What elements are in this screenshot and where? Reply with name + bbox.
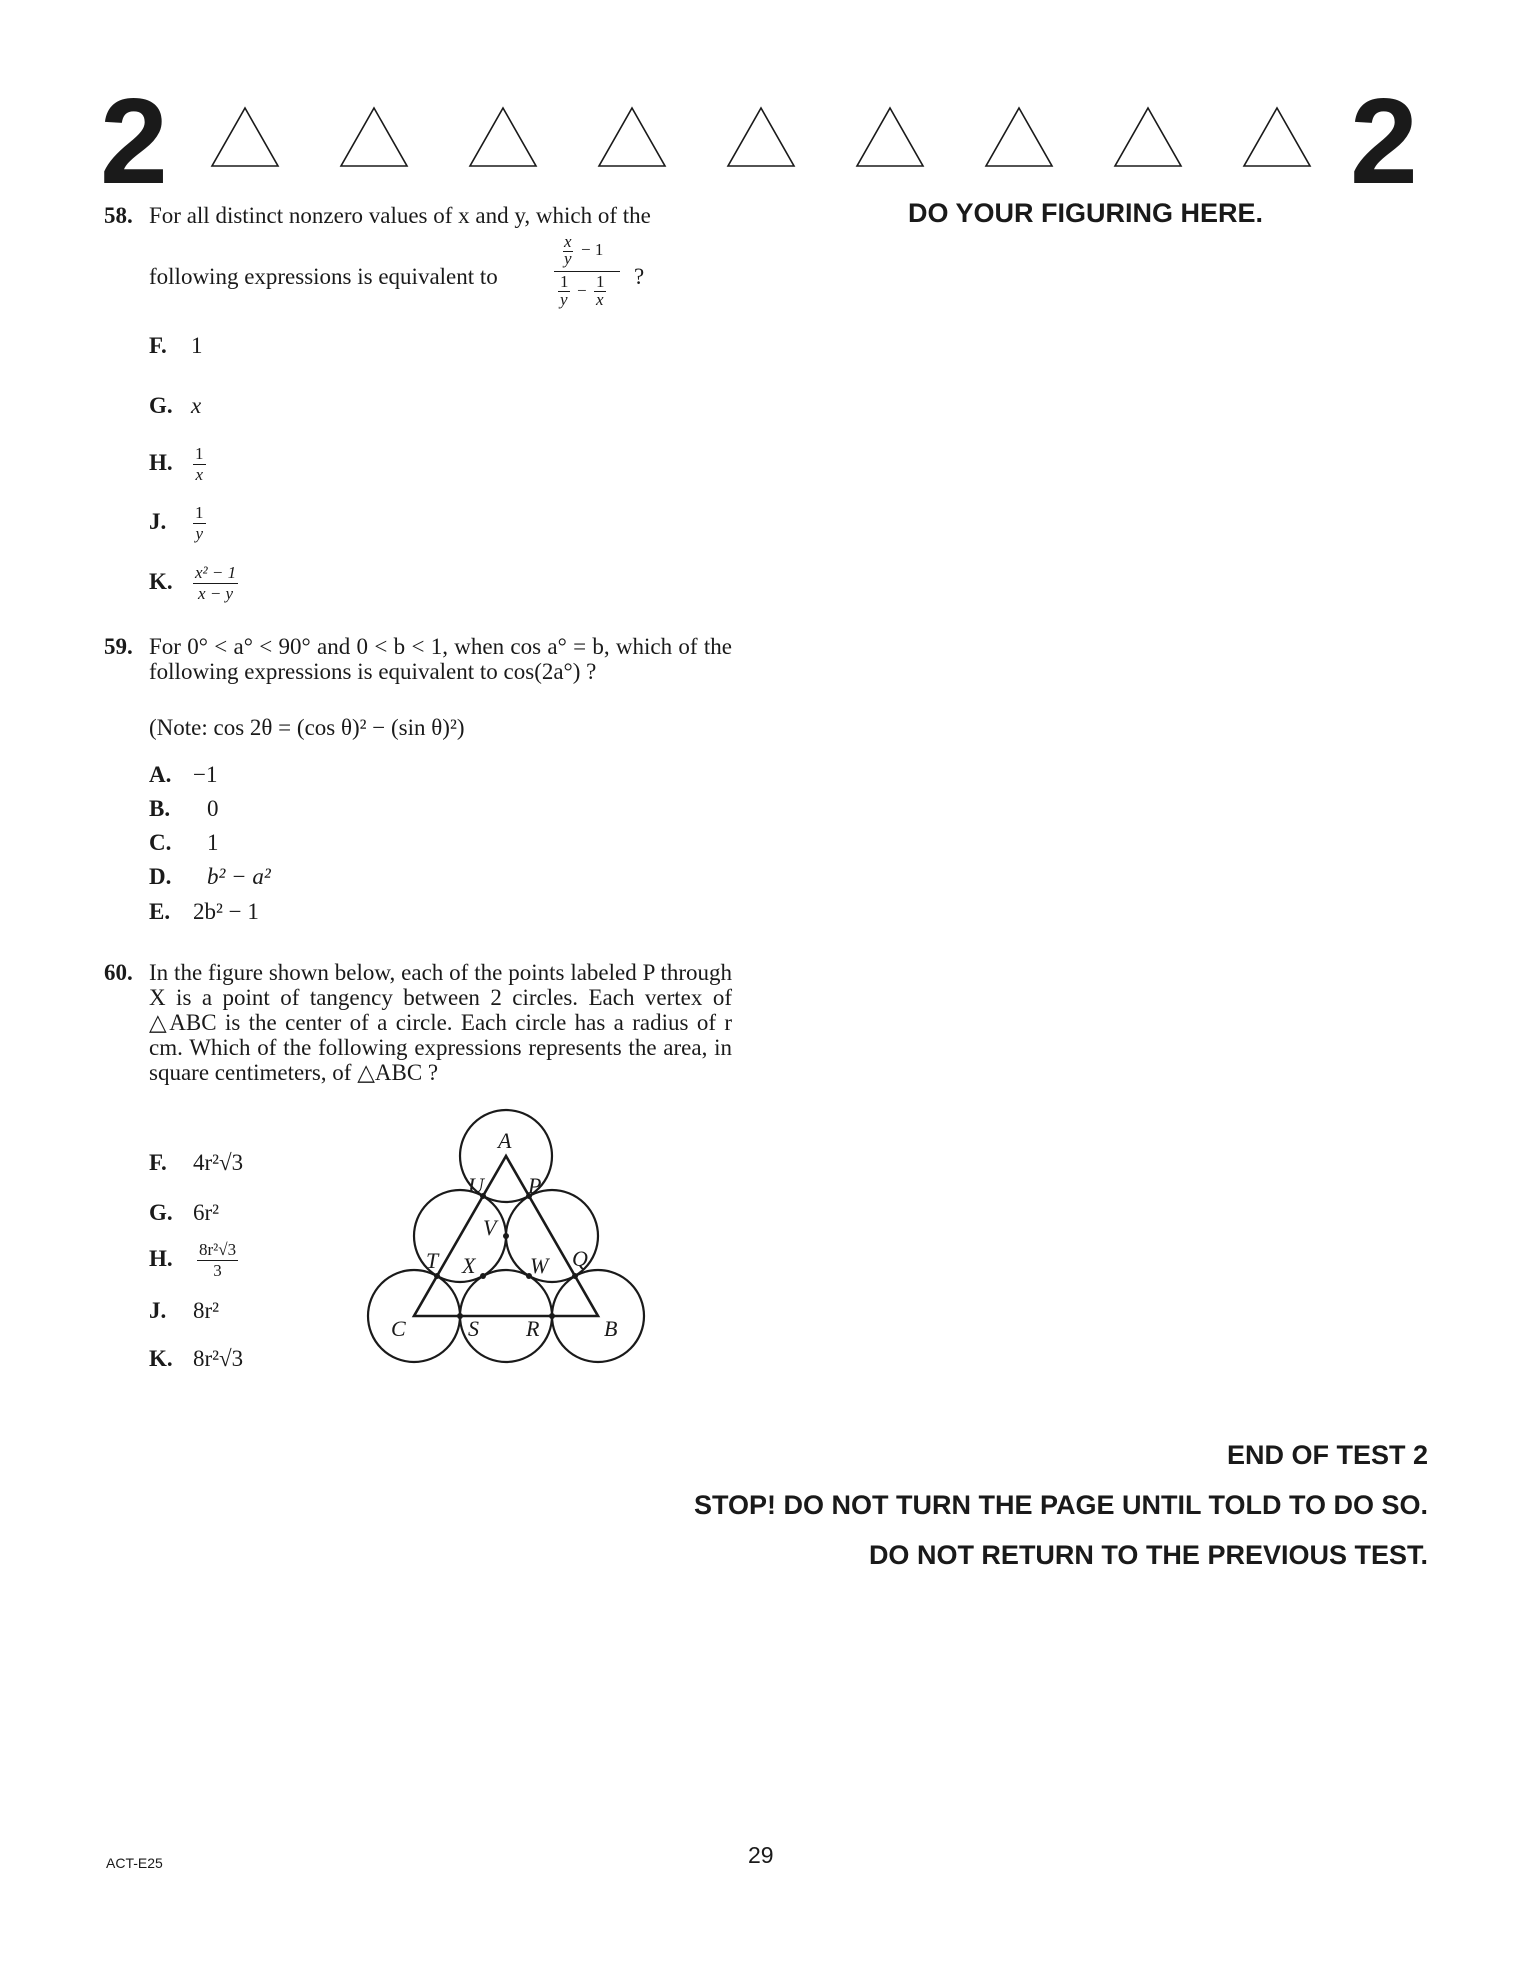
question-number: 58. bbox=[104, 203, 133, 228]
option-label: D. bbox=[149, 864, 172, 889]
form-code: ACT-E25 bbox=[106, 1855, 163, 1871]
question-text: For 0° < a° < 90° and 0 < b < 1, when cos a° = b, which of the following expressions is equivalent to cos(2a°) ? bbox=[149, 634, 732, 684]
option-value: 1 bbox=[191, 333, 203, 358]
fraction-denominator: 3 bbox=[213, 1261, 222, 1280]
end-of-test-line: END OF TEST 2 bbox=[1226, 1440, 1428, 1470]
label-a: A bbox=[498, 1128, 512, 1153]
option-d[interactable] bbox=[149, 864, 271, 890]
option-f[interactable] bbox=[149, 1150, 243, 1176]
option-f[interactable] bbox=[149, 333, 203, 359]
option-label: H. bbox=[149, 1245, 173, 1271]
fraction-numerator: 8r²√3 bbox=[199, 1240, 237, 1259]
triangle-icon bbox=[855, 106, 925, 168]
option-value: 8r²√3 bbox=[193, 1346, 244, 1371]
label-q: Q bbox=[572, 1246, 588, 1271]
option-value: 4r²√3 bbox=[193, 1150, 244, 1175]
triangle-icon bbox=[1242, 106, 1312, 168]
fraction-numerator: 1 bbox=[195, 503, 204, 522]
option-label: H. bbox=[149, 449, 173, 475]
option-label: G. bbox=[149, 393, 173, 418]
question-text: In the figure shown below, each of the points labeled P through X is a point of tangency between 2 circles. Each vertex of △ABC is the center of a circle. Each circle has a radius of r cm. Which of the following expressions represents the area, in square centimeters, of △ABC ? bbox=[149, 960, 732, 1085]
question-number: 60. bbox=[104, 960, 133, 985]
point-t bbox=[434, 1273, 440, 1279]
fraction-denominator: x bbox=[195, 465, 204, 484]
point-x bbox=[480, 1273, 486, 1279]
option-g[interactable] bbox=[149, 1200, 219, 1226]
point-r bbox=[549, 1313, 555, 1319]
fraction-numerator: 1 bbox=[195, 444, 204, 463]
label-s: S bbox=[468, 1316, 479, 1341]
option-value: −1 bbox=[193, 762, 218, 787]
label-x: X bbox=[462, 1253, 476, 1278]
question-note: (Note: cos 2θ = (cos θ)² − (sin θ)²) bbox=[149, 715, 465, 740]
stop-notice-line: STOP! DO NOT TURN THE PAGE UNTIL TOLD TO DO SO. bbox=[693, 1490, 1428, 1520]
option-label: G. bbox=[149, 1200, 173, 1225]
option-label: J. bbox=[149, 508, 167, 534]
option-e[interactable] bbox=[149, 899, 259, 925]
fraction-denominator: y bbox=[195, 524, 204, 543]
option-label: F. bbox=[149, 333, 167, 358]
label-u: U bbox=[468, 1173, 484, 1198]
option-label: E. bbox=[149, 899, 171, 924]
fraction-numerator: x² − 1 bbox=[195, 563, 237, 582]
question-text-line2: following expressions is equivalent to bbox=[149, 264, 498, 289]
option-value: 8r² bbox=[193, 1298, 220, 1323]
option-label: K. bbox=[149, 1346, 173, 1371]
fraction-denominator: x − y bbox=[198, 584, 234, 603]
label-t: T bbox=[426, 1248, 439, 1273]
option-h[interactable] bbox=[149, 444, 206, 485]
label-c: C bbox=[391, 1316, 406, 1341]
option-b[interactable] bbox=[149, 796, 219, 822]
triangle-icon bbox=[597, 106, 667, 168]
label-r: R bbox=[526, 1316, 540, 1341]
option-label: J. bbox=[149, 1298, 167, 1323]
option-j[interactable] bbox=[149, 503, 206, 544]
question-text-line1: For all distinct nonzero values of x and y, which of the bbox=[149, 203, 651, 228]
option-k[interactable] bbox=[149, 563, 238, 604]
do-not-return-line: DO NOT RETURN TO THE PREVIOUS TEST. bbox=[868, 1540, 1428, 1570]
option-value: 1 bbox=[207, 830, 219, 855]
point-s bbox=[457, 1313, 463, 1319]
option-value: 0 bbox=[207, 796, 219, 821]
label-b: B bbox=[604, 1316, 618, 1341]
question-number: 59. bbox=[104, 634, 133, 659]
label-p: P bbox=[528, 1173, 542, 1198]
triangle-icon bbox=[468, 106, 538, 168]
option-value: b² − a² bbox=[207, 864, 271, 889]
option-label: K. bbox=[149, 568, 173, 594]
section-number-right: 2 bbox=[1350, 73, 1414, 209]
option-k[interactable] bbox=[149, 1346, 243, 1372]
tangent-circles-figure bbox=[360, 1105, 660, 1375]
figuring-label: DO YOUR FIGURING HERE. bbox=[908, 198, 1264, 228]
option-j[interactable] bbox=[149, 1298, 219, 1324]
option-value: 2b² − 1 bbox=[193, 899, 259, 924]
option-g[interactable] bbox=[149, 393, 201, 419]
option-value: x bbox=[191, 393, 202, 418]
option-label: C. bbox=[149, 830, 172, 855]
triangle-icon bbox=[210, 106, 280, 168]
option-label: F. bbox=[149, 1150, 167, 1175]
label-v: V bbox=[483, 1215, 497, 1240]
option-c[interactable] bbox=[149, 830, 219, 856]
label-w: W bbox=[530, 1253, 549, 1278]
option-h[interactable] bbox=[149, 1240, 238, 1281]
triangle-icon bbox=[984, 106, 1054, 168]
option-a[interactable] bbox=[149, 762, 217, 788]
option-label: A. bbox=[149, 762, 172, 787]
section-number-left: 2 bbox=[100, 73, 164, 209]
triangle-icon bbox=[726, 106, 796, 168]
triangle-icon bbox=[339, 106, 409, 168]
point-v bbox=[503, 1233, 509, 1239]
option-value: 6r² bbox=[193, 1200, 220, 1225]
point-q bbox=[572, 1273, 578, 1279]
triangle-icon bbox=[1113, 106, 1183, 168]
page-number: 29 bbox=[748, 1842, 774, 1868]
question-mark: ? bbox=[634, 264, 645, 289]
option-label: B. bbox=[149, 796, 171, 821]
